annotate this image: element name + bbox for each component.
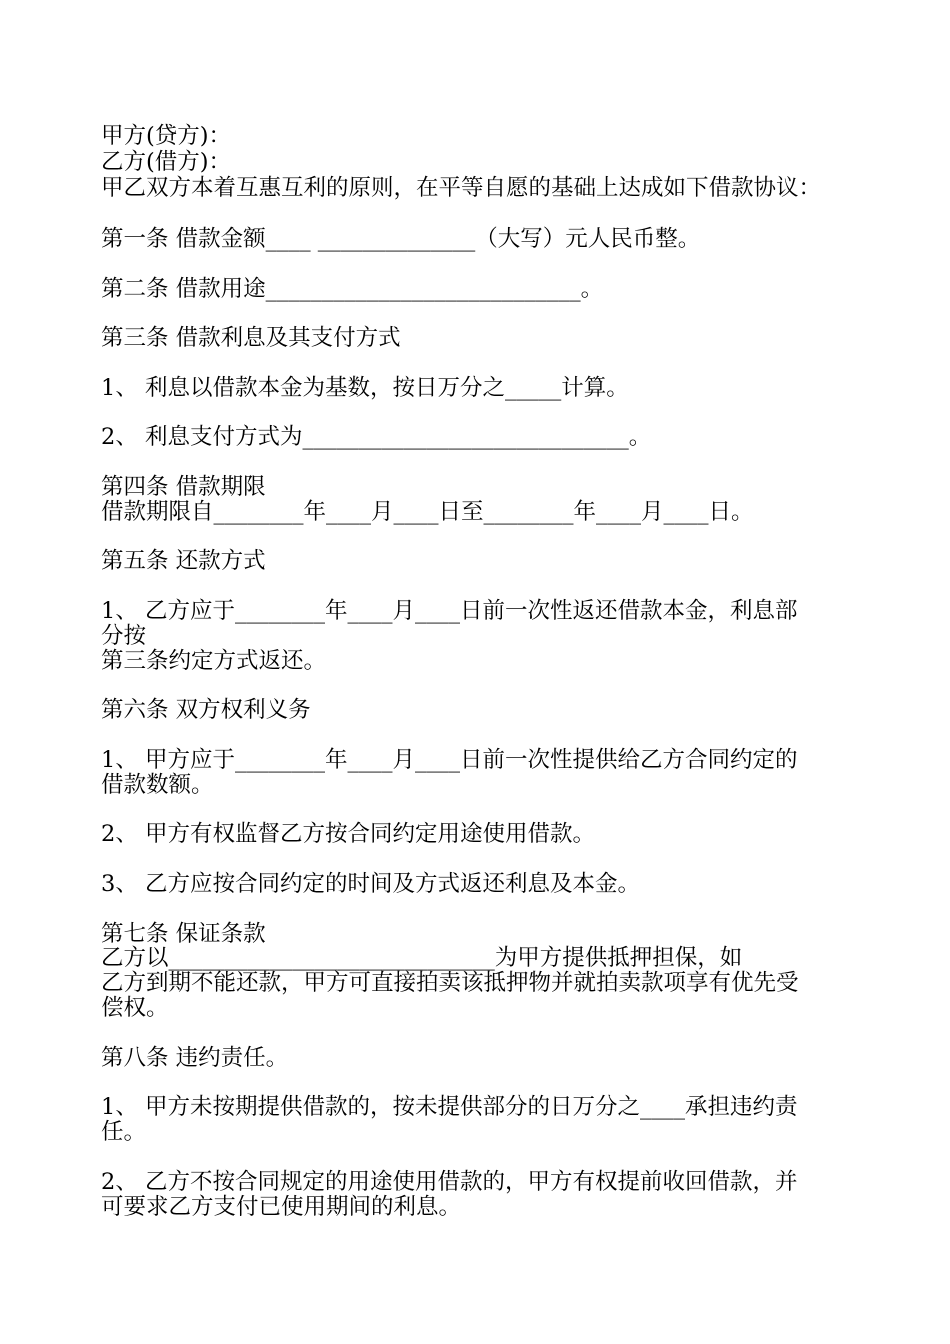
article-3-item-2: 2、 利息支付方式为_____________________________。 <box>101 424 652 450</box>
article-6-item-3: 3、 乙方应按合同约定的时间及方式返还利息及本金。 <box>101 871 640 897</box>
article-7-body: 乙方以_____________________________为甲方提供抵押担保，如 <box>101 945 743 971</box>
article-7-body-cont: 乙方到期不能还款，甲方可直接拍卖该抵押物并就拍卖款项享有优先受 <box>101 970 799 996</box>
article-8-item-2-cont: 可要求乙方支付已使用期间的利息。 <box>101 1194 462 1220</box>
party-a-line: 甲方(贷方)： <box>101 123 232 149</box>
article-7-heading: 第七条 保证条款 <box>101 921 266 947</box>
article-4-heading: 第四条 借款期限 <box>101 474 266 500</box>
preamble: 甲乙双方本着互惠互利的原则，在平等自愿的基础上达成如下借款协议： <box>101 175 822 201</box>
article-5-item-1-cont2: 第三条约定方式返还。 <box>101 648 327 674</box>
article-5-item-1-cont: 分按 <box>101 623 147 649</box>
article-3-heading: 第三条 借款利息及其支付方式 <box>101 325 401 351</box>
article-4-body: 借款期限自________年____月____日至________年____月____日。 <box>101 499 754 525</box>
article-6-item-1: 1、 甲方应于________年____月____日前一次性提供给乙方合同约定的 <box>101 747 798 773</box>
article-8-item-2: 2、 乙方不按合同规定的用途使用借款的，甲方有权提前收回借款，并 <box>101 1169 798 1195</box>
party-b-line: 乙方(借方)： <box>101 149 232 175</box>
article-6-item-1-cont: 借款数额。 <box>101 772 214 798</box>
article-6-item-2: 2、 甲方有权监督乙方按合同约定用途使用借款。 <box>101 821 595 847</box>
article-3-item-1: 1、 利息以借款本金为基数，按日万分之_____计算。 <box>101 375 629 401</box>
article-8-item-1: 1、 甲方未按期提供借款的，按未提供部分的日万分之____承担违约责 <box>101 1094 798 1120</box>
article-8-heading: 第八条 违约责任。 <box>101 1045 289 1071</box>
article-2: 第二条 借款用途____________________________。 <box>101 276 604 302</box>
article-5-heading: 第五条 还款方式 <box>101 548 266 574</box>
article-7-body-cont2: 偿权。 <box>101 995 169 1021</box>
article-5-item-1: 1、 乙方应于________年____月____日前一次性返还借款本金，利息部 <box>101 598 798 624</box>
article-8-item-1-cont: 任。 <box>101 1119 147 1145</box>
article-1: 第一条 借款金额____ ______________（大写）元人民币整。 <box>101 226 701 252</box>
article-6-heading: 第六条 双方权利义务 <box>101 697 311 723</box>
